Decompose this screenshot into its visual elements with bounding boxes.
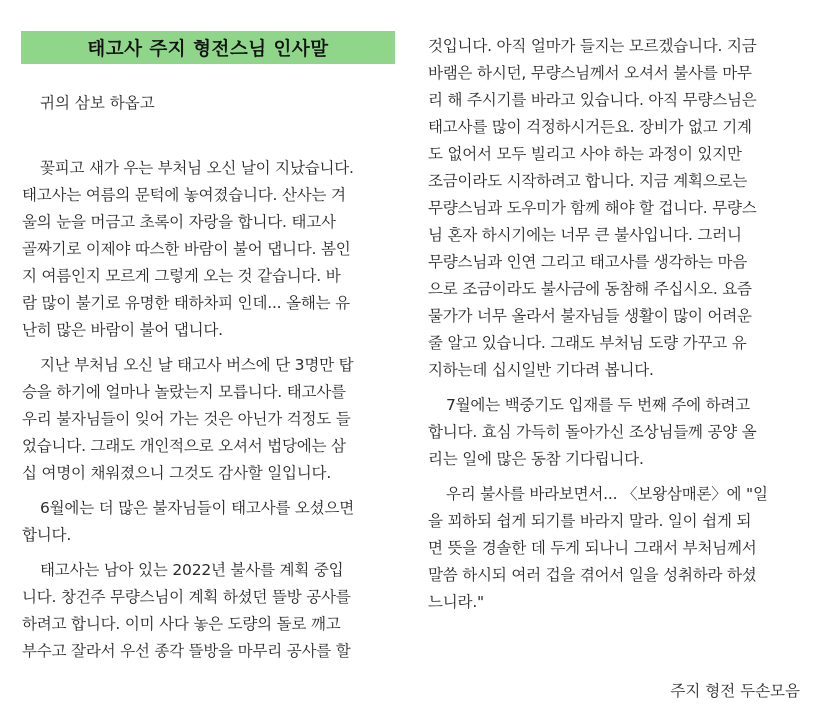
right-line: 느니라." — [428, 593, 484, 611]
right-line: 무량스님과 도우미가 함께 해야 할 겁니다. 무량스 — [428, 199, 757, 217]
right-line: 님 혼자 하시기에는 너무 큰 불사입니다. 그러니 — [428, 226, 742, 244]
left-line: 었습니다. 그래도 개인적으로 오셔서 법당에는 삼 — [22, 437, 346, 455]
left-line: 태고사는 남아 있는 2022년 불사를 계획 중입 — [40, 561, 344, 579]
left-line: 니다. 창건주 무량스님이 계획 하셨던 뜰방 공사를 — [22, 588, 351, 606]
left-line: 하려고 합니다. 이미 사다 놓은 도량의 돌로 깨고 — [22, 615, 341, 633]
left-line: 태고사는 여름의 문턱에 놓여졌습니다. 산사는 겨 — [22, 186, 346, 204]
right-line: 조금이라도 시작하려고 합니다. 지금 계획으로는 — [428, 172, 748, 190]
left-line: 6월에는 더 많은 불자님들이 태고사를 오셨으면 — [40, 499, 354, 517]
right-line: 도 없어서 모두 빌리고 사야 하는 과정이 있지만 — [428, 145, 742, 163]
article-title: 태고사 주지 형전스님 인사말 — [21, 31, 395, 64]
left-line: 부수고 잘라서 우선 종각 뜰방을 마무리 공사를 할 — [22, 642, 351, 660]
right-line: 태고사를 많이 걱정하시거든요. 장비가 없고 기계 — [428, 118, 752, 136]
left-line: 합니다. — [22, 526, 72, 544]
left-line: 람 많이 불기로 유명한 태하차피 인데... 올해는 유 — [22, 294, 350, 312]
signature: 주지 형전 두손모음 — [670, 682, 800, 700]
right-line: 을 꾀하되 쉽게 되기를 바라지 말라. 일이 쉽게 되 — [428, 512, 752, 530]
right-line: 면 뜻을 경솔한 데 두게 되나니 그래서 부처님께서 — [428, 539, 757, 557]
left-line: 난히 많은 바람이 불어 댑니다. — [22, 321, 223, 339]
right-line: 리는 일에 많은 동참 기다립니다. — [428, 450, 644, 468]
right-line: 것입니다. 아직 얼마가 들지는 모르겠습니다. 지금 — [428, 37, 757, 55]
right-line: 으로 조금이라도 불사금에 동참해 주십시오. 요즘 — [428, 280, 752, 298]
right-line: 7월에는 백중기도 입재를 두 번째 주에 하려고 — [446, 396, 750, 414]
right-line: 리 해 주시기를 바라고 있습니다. 아직 무량스님은 — [428, 91, 757, 109]
left-line: 승을 하기에 얼마나 놀랐는지 모릅니다. 태고사를 — [22, 383, 346, 401]
left-line: 우리 불자님들이 잊어 가는 것은 아닌가 걱정도 들 — [22, 410, 351, 428]
right-line: 무량스님과 인연 그리고 태고사를 생각하는 마음 — [428, 253, 748, 271]
right-line: 지하는데 십시일반 기다려 봅니다. — [428, 361, 654, 379]
left-line: 지난 부처님 오신 날 태고사 버스에 단 3명만 탑 — [40, 356, 354, 374]
left-line: 지 여름인지 모르게 그렇게 오는 것 같습니다. 바 — [22, 267, 341, 285]
right-line: 합니다. 효심 가득히 돌아가신 조상님들께 공양 올 — [428, 423, 757, 441]
right-line: 물가가 너무 올라서 불자님들 생활이 많이 어려운 — [428, 307, 752, 325]
left-line: 꽃피고 새가 우는 부처님 오신 날이 지났습니다. — [40, 159, 354, 177]
right-line: 우리 불사를 바라보면서... 〈보왕삼매론〉에 "일 — [446, 485, 768, 503]
left-line: 십 여명이 채워졌으니 그것도 감사할 일입니다. — [22, 464, 332, 482]
salutation: 귀의 삼보 하옵고 — [40, 94, 155, 112]
right-line: 말씀 하시되 여러 겁을 겪어서 일을 성취하라 하셨 — [428, 566, 757, 584]
left-line: 골짜기로 이제야 따스한 바람이 불어 댑니다. 봄인 — [22, 240, 351, 258]
right-line: 바램은 하시던, 무량스님께서 오셔서 불사를 마무 — [428, 64, 752, 82]
right-line: 줄 알고 있습니다. 그래도 부처님 도량 가꾸고 유 — [428, 334, 747, 352]
left-line: 울의 눈을 머금고 초록이 자랑을 합니다. 태고사 — [22, 213, 336, 231]
